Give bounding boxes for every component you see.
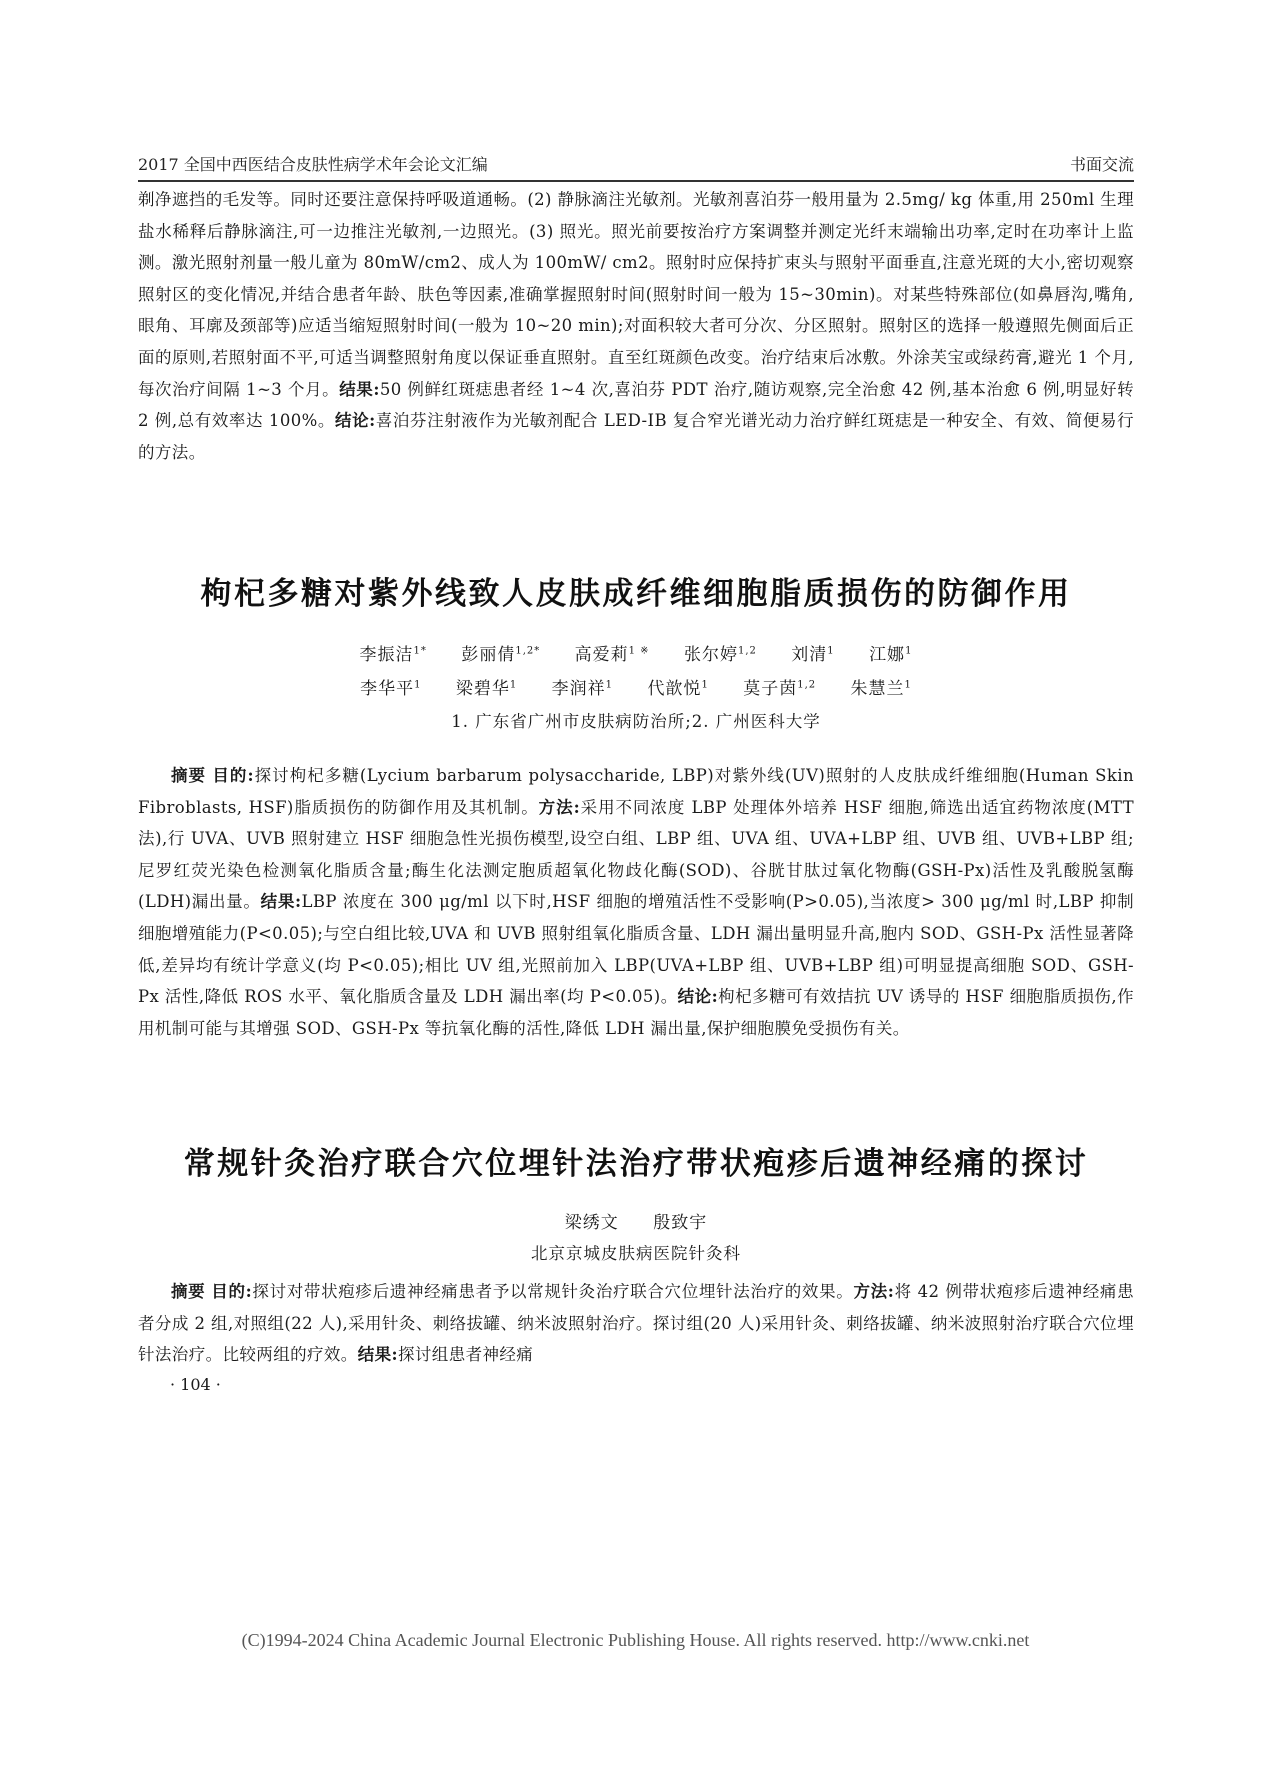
author: [360, 674, 421, 699]
author: [647, 674, 708, 699]
method-label: 方法:: [853, 1282, 895, 1301]
author-name: 梁绣文: [564, 1213, 619, 1233]
purpose-label: 目的:: [211, 1282, 253, 1301]
author-affiliation-mark: 1: [904, 679, 912, 691]
author-affiliation-mark: 1 ※: [628, 645, 650, 657]
author: [869, 640, 912, 665]
author: [360, 640, 427, 665]
intro-text: 剃净遮挡的毛发等。同时还要注意保持呼吸道通畅。(2) 静脉滴注光敏剂。光敏剂喜泊芬一般用量为 2.5mg/ kg 体重,用 250ml 生理盐水稀释后静脉滴注,可一边推注光敏剂,一边照光。(3) 照光。照光前要按治疗方案调整并测定光纤末端输出功率,定时在功率计上监测。激光照射剂量一般儿童为 80mW/cm2、成人为 100mW/ cm2。照射时应保持扩束头与照射平面垂直,注意光斑的大小,密切观察照射区的变化情况,并结合患者年龄、肤色等因素,准确掌握照射时间(照射时间一般为 15~30min)。对某些特殊部位(如鼻唇沟,嘴角,眼角、耳廓及颈部等)应适当缩短照射时间(一般为 10~20 min);对面积较大者可分次、分区照射。照射区的选择一般遵照先侧面后正面的原则,若照射面不平,可适当调整照射角度以保证垂直照射。直至红斑颜色改变。治疗结束后冰敷。外涂芙宝或绿药膏,避光 1 个月,每次治疗间隔 1~3 个月。: [138, 190, 1134, 399]
purpose-text: 探讨对带状疱疹后遗神经痛患者予以常规针灸治疗联合穴位埋针法治疗的效果。: [252, 1282, 854, 1301]
header-section-label: 书面交流: [1069, 155, 1134, 174]
copyright-notice: (C)1994-2024 China Academic Journal Electronic Publishing House. All rights reserved. http://www.cnki.net: [241, 1630, 1030, 1650]
abstract-label: 摘要: [171, 766, 207, 785]
author-name: 殷致宇: [653, 1213, 708, 1233]
conclusion-text: 枸杞多糖可有效拮抗 UV 诱导的 HSF 细胞脂质损伤,作用机制可能与其增强 SOD、GSH-Px 等抗氧化酶的活性,降低 LDH 漏出量,保护细胞膜免受损伤有关。: [138, 987, 1135, 1038]
article1-title: 枸杞多糖对紫外线致人皮肤成纤维细胞脂质损伤的防御作用: [200, 576, 1072, 612]
author-affiliation-mark: 1,2: [737, 645, 757, 657]
author-name: 梁碧华: [455, 679, 510, 699]
article2-affiliation: 北京京城皮肤病医院针灸科: [531, 1244, 741, 1263]
author-name: 彭丽倩: [461, 645, 516, 665]
author-name: 江娜: [869, 645, 906, 665]
author: [791, 640, 834, 665]
article1-affiliation: 1. 广东省广州市皮肤病防治所;2. 广州医科大学: [451, 712, 821, 731]
author-affiliation-mark: 1: [509, 679, 518, 691]
author-name: 张尔婷: [683, 645, 738, 665]
author: [552, 674, 613, 699]
author-name: 李华平: [360, 679, 415, 699]
intro-conclusion-text: 喜泊芬注射液作为光敏剂配合 LED-IB 复合窄光谱光动力治疗鲜红斑痣是一种安全、有效、简便易行的方法。: [138, 411, 1134, 462]
abstract-label: 摘要: [171, 1282, 206, 1301]
article2-abstract: [138, 1276, 1134, 1371]
author: [684, 640, 757, 665]
running-header: [138, 152, 1134, 175]
article2-title: 常规针灸治疗联合穴位埋针法治疗带状疱疹后遗神经痛的探讨: [183, 1146, 1089, 1182]
author-affiliation-mark: 1: [905, 645, 913, 657]
intro-result-text: 50 例鲜红斑痣患者经 1~4 次,喜泊芬 PDT 治疗,随访观察,完全治愈 42 例,基本治愈 6 例,明显好转 2 例,总有效率达 100%。: [138, 379, 1135, 431]
article2-authors: [138, 1208, 1134, 1233]
article1-abstract: [138, 760, 1134, 1044]
method-label: 方法:: [538, 797, 581, 817]
author-name: 高爱莉: [574, 645, 629, 665]
article1-authors-row2: [138, 674, 1134, 699]
author-name: 代歆悦: [647, 679, 702, 699]
purpose-label: 目的:: [212, 766, 254, 785]
result-label: 结果:: [357, 1345, 398, 1365]
author-name: 朱慧兰: [850, 679, 905, 699]
author-name: 李振洁: [359, 645, 414, 665]
author: [461, 640, 540, 665]
intro-result-label: 结果:: [339, 379, 380, 399]
author-affiliation-mark: 1: [701, 679, 709, 691]
method-text: 采用不同浓度 LBP 处理体外培养 HSF 细胞,筛选出适宜药物浓度(MTT 法),行 UVA、UVB 照射建立 HSF 细胞急性光损伤模型,设空白组、LBP 组、UVA 组、UVA+LBP 组、UVB 组、UVB+LBP 组;尼罗红荧光染色检测氧化脂质含量;酶生化法测定胞质超氧化物歧化酶(SOD)、谷胱甘肽过氧化物酶(GSH-Px)活性及乳酸脱氢酶(LDH)漏出量。: [138, 797, 1134, 912]
author-name: 莫子茵: [743, 679, 798, 699]
purpose-text: 探讨枸杞多糖(Lycium barbarum polysaccharide, LBP)对紫外线(UV)照射的人皮肤成纤维细胞(Human Skin Fibroblasts, HSF)脂质损伤的防御作用及其机制。: [138, 766, 1134, 817]
author-affiliation-mark: 1*: [413, 645, 427, 657]
author-affiliation-mark: 1: [414, 679, 422, 691]
author: [851, 674, 912, 699]
result-text: LBP 浓度在 300 μg/ml 以下时,HSF 细胞的增殖活性不受影响(P>0.05),当浓度> 300 μg/ml 时,LBP 抑制细胞增殖能力(P<0.05);与空白组比较,UVA 和 UVB 照射组氧化脂质含量、LDH 漏出量明显升高,胞内 SOD、GSH-Px 活性显著降低,差异均有统计学意义(均 P<0.05);相比 UV 组,光照前加入 LBP(UVA+LBP 组、UVB+LBP 组)可明显提高细胞 SOD、GSH-Px 活性,降低 ROS 水平、氧化脂质含量及 LDH 漏出率(均 P<0.05)。: [138, 892, 1134, 1007]
author-affiliation-mark: 1,2: [797, 679, 817, 691]
article1-authors-row1: [138, 640, 1134, 665]
author: [575, 640, 650, 665]
page-number: · 104 ·: [170, 1375, 221, 1394]
author: [743, 674, 816, 699]
author-name: 李润祥: [551, 679, 606, 699]
author-affiliation-mark: 1: [605, 679, 614, 691]
intro-paragraph: [138, 184, 1134, 468]
header-journal-title: 2017 全国中西医结合皮肤性病学术年会论文汇编: [138, 155, 488, 174]
result-text: 探讨组患者神经痛: [398, 1345, 534, 1365]
author-affiliation-mark: 1: [827, 645, 835, 657]
header-divider: [138, 180, 1134, 182]
conclusion-label: 结论:: [677, 987, 719, 1007]
author: [456, 674, 517, 699]
result-label: 结果:: [260, 892, 302, 912]
author-name: 刘清: [791, 645, 828, 665]
author-affiliation-mark: 1,2*: [515, 645, 541, 657]
intro-conclusion-label: 结论:: [334, 411, 376, 431]
method-text: 将 42 例带状疱疹后遗神经痛患者分成 2 组,对照组(22 人),采用针灸、刺络拔罐、纳米波照射治疗。探讨组(20 人)采用针灸、刺络拔罐、纳米波照射治疗联合穴位埋针法治疗。比较两组的疗效。: [138, 1282, 1135, 1365]
